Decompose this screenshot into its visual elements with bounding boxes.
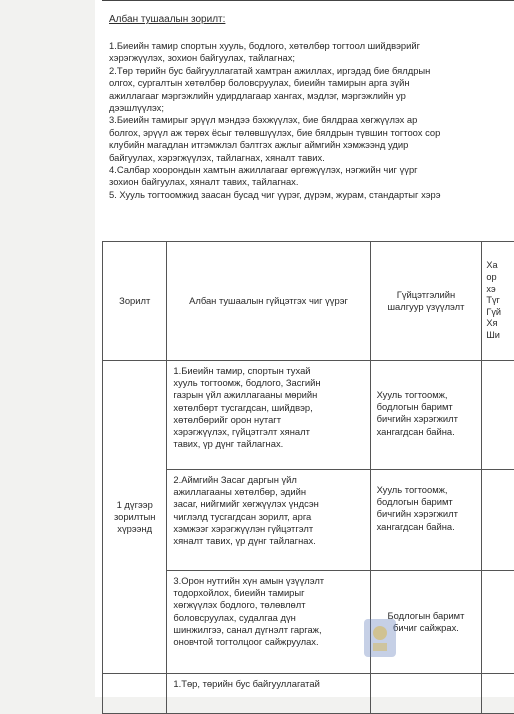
goal-line: ажиллагааг мэргэжлийн удирдлагаар хангах, мэдлэг, мэргэжлийн ур — [109, 90, 514, 102]
goal-phase-cell — [103, 674, 167, 714]
text-line: тодорхойлох, биеийн тамирыг — [173, 587, 363, 599]
goal-line: 2.Төр төрийн бус байгууллагатай хамтран ажиллах, иргэдэд бие бялдрын — [109, 65, 514, 77]
text-line: 1.Төр, төрийн бус байгууллагатай — [173, 678, 363, 690]
responsibility-cell — [167, 470, 370, 571]
header-cut-line: Гүй — [486, 307, 514, 319]
text-line: бичгийн хэрэгжилт — [377, 508, 476, 520]
text-line: 3.Орон нутгийн хүн амын үзүүлэлт — [173, 575, 363, 587]
cut-cell — [482, 470, 514, 571]
text-line: тавих, үр дүнг тайлагнах. — [173, 438, 363, 450]
text-line: хөгжүүлэх бодлого, төлөвлөлт — [173, 599, 363, 611]
section-title: Албан тушаалын зорилт: — [109, 14, 225, 25]
emblem-sun — [373, 626, 387, 640]
header-cut-column — [482, 242, 514, 361]
responsibility-cell — [167, 361, 370, 470]
text-line: 1.Биеийн тамир, спортын тухай — [173, 365, 363, 377]
header-cut-line: Хя — [486, 318, 514, 330]
text-line: хангагдсан байна. — [377, 426, 476, 438]
text-line: бичгийн хэрэгжилт — [377, 413, 476, 425]
text-line: хөтөлбөрт тусгагдсан, шийдвэр, — [173, 402, 363, 414]
emblem-base — [373, 643, 387, 651]
text-line: бичиг сайжрах. — [377, 622, 476, 634]
header-criteria-line: Гүйцэтгэлийн — [371, 289, 482, 301]
text-line: Хууль тогтоомж, — [377, 484, 476, 496]
header-cut-line: Түг — [486, 295, 514, 307]
header-cut-line: ор — [486, 272, 514, 284]
table-header-row — [103, 242, 514, 361]
goal-line: болгох, эрүүл аж төрөх ёсыг төлөвшүүлэх, бие бялдрын түвшин тогтоох сор — [109, 127, 514, 139]
text-line: боловсруулах, судалгаа дүн — [173, 612, 363, 624]
header-responsibilities: Албан тушаалын гүйцэтгэх чиг үүрэг — [167, 242, 370, 361]
criteria-cell — [370, 674, 482, 714]
text-line: шинжилгээ, санал дүгнэлт гаргаж, — [173, 624, 363, 636]
text-line: газрын үйл ажиллагааны мөрийн — [173, 389, 363, 401]
goal-line: зохион байгуулах, хяналт тавих, тайлагнах. — [109, 176, 514, 188]
goal-line: клубийн магадлан итгэмжлэл бэлтгэх ажлыг аймгийн хэмжээнд удир — [109, 139, 514, 151]
text-line: Бодлогын баримт — [377, 610, 476, 622]
goal-phase-cell — [103, 361, 167, 674]
text-line: засаг, нийгмийг хөгжүүлэх үндсэн — [173, 498, 363, 510]
cut-cell — [482, 571, 514, 674]
table-row — [103, 361, 514, 470]
goal-line: 1.Биеийн тамир спортын хууль, бодлого, хөтөлбөр тогтоол шийдвэрийг — [109, 40, 514, 52]
table-row — [103, 674, 514, 714]
goal-line: олгох, сургалтын хөтөлбөр боловсруулах, биеийн тамирын арга зүйн — [109, 77, 514, 89]
goal-phase-line: 1 дүгээр — [103, 499, 166, 511]
header-cut-line: Ха — [486, 260, 514, 272]
header-goal: Зорилт — [103, 242, 167, 361]
text-line: Хууль тогтоомж, — [377, 389, 476, 401]
responsibility-cell — [167, 571, 370, 674]
text-line: бодлогын баримт — [377, 496, 476, 508]
goal-line: хэрэгжүүлэх, зохион байгуулах, тайлагнах; — [109, 52, 514, 64]
text-line: бодлогын баримт — [377, 401, 476, 413]
goal-phase-line: хүрээнд — [103, 523, 166, 535]
responsibilities-table — [102, 241, 514, 714]
goal-line: 3.Биеийн тамирыг эрүүл мэндээ бэхжүүлэх, бие бялдраа хөгжүүлэх ар — [109, 114, 514, 126]
header-cut-line: хэ — [486, 284, 514, 296]
criteria-cell — [370, 470, 482, 571]
text-line: ажиллагааны хөтөлбөр, эдийн — [173, 486, 363, 498]
text-line: хяналт тавих, үр дүнг тайлагнах. — [173, 535, 363, 547]
criteria-cell — [370, 361, 482, 470]
goal-line: 5. Хууль тогтоомжид заасан бусад чиг үүрэг, дүрэм, журам, стандартыг хэрэ — [109, 189, 514, 201]
cut-cell — [482, 674, 514, 714]
top-rule — [102, 0, 514, 1]
text-line: хууль тогтоомж, бодлого, Засгийн — [173, 377, 363, 389]
header-criteria — [370, 242, 482, 361]
goal-phase-line: зорилтын — [103, 511, 166, 523]
text-line: 2.Аймгийн Засаг даргын үйл — [173, 474, 363, 486]
document-page — [95, 0, 514, 697]
text-line: оновчтой тогтолцоог сайжруулах. — [173, 636, 363, 648]
text-line: хэрэгжүүлэх, гүйцэтгэлт хяналт — [173, 426, 363, 438]
emblem-watermark — [362, 617, 398, 659]
goal-line: дээшлүүлэх; — [109, 102, 514, 114]
text-line: хэмжээг хэрэгжүүлэн гүйцэтгэлт — [173, 523, 363, 535]
goal-line: байгуулах, хэрэгжүүлэх, тайлагнах, хяналт тавих. — [109, 152, 514, 164]
text-line: хангагдсан байна. — [377, 521, 476, 533]
goal-line: 4.Салбар хоорондын хамтын ажиллагааг өргөжүүлэх, нэгжийн чиг үүрг — [109, 164, 514, 176]
header-cut-line: Ши — [486, 330, 514, 342]
text-line: хөтөлбөрийг орон нутагт — [173, 414, 363, 426]
text-line: чиглэлд тусгагдсан зорилт, арга — [173, 511, 363, 523]
responsibility-cell — [167, 674, 370, 714]
cut-cell — [482, 361, 514, 470]
goals-list — [109, 40, 514, 201]
header-criteria-line: шалгуур үзүүлэлт — [371, 301, 482, 313]
